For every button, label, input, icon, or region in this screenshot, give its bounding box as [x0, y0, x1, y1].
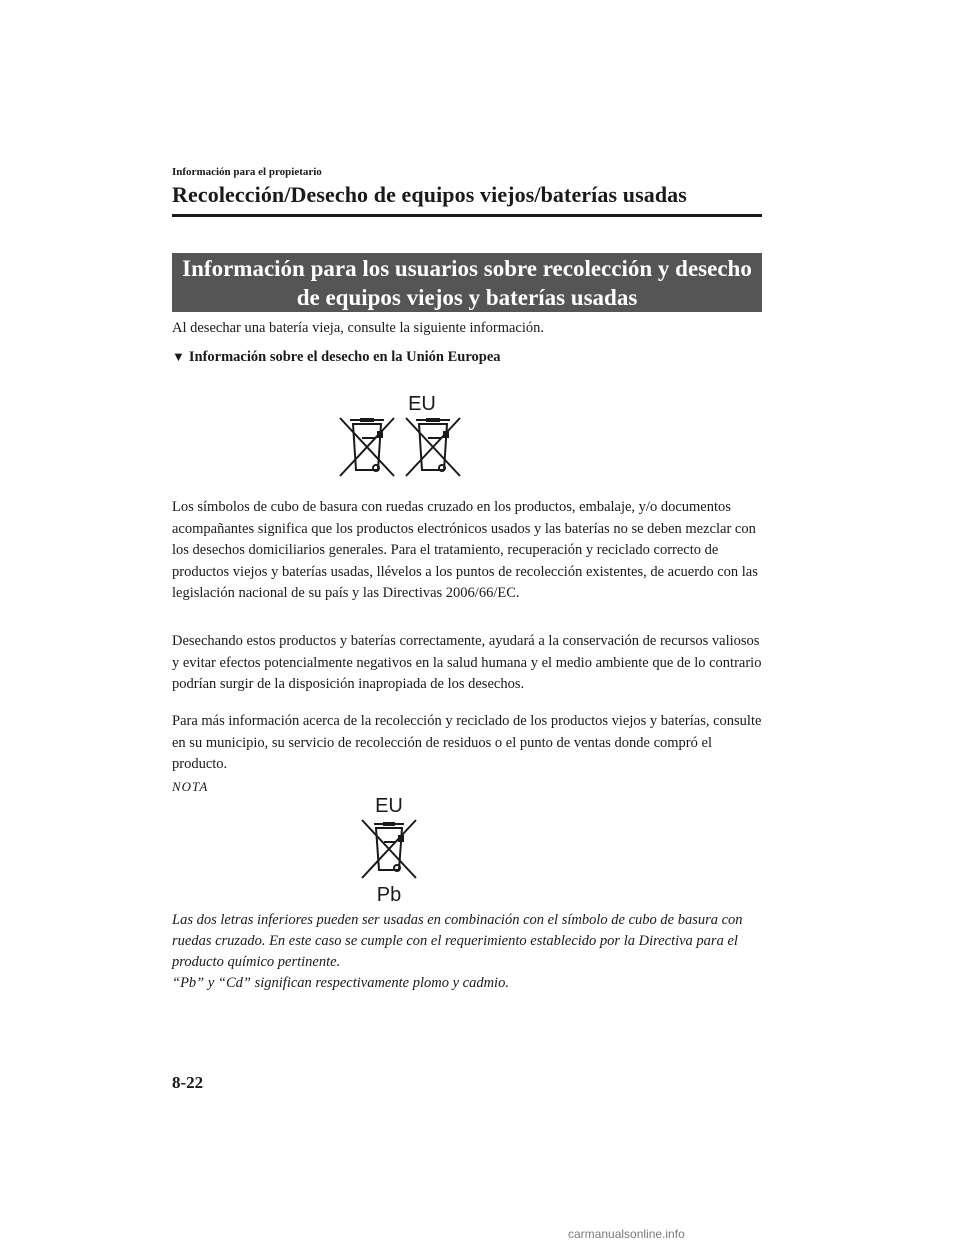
footer-watermark: carmanualsonline.info — [568, 1227, 685, 1241]
note-text — [172, 910, 766, 994]
crossed-out-wheelie-bin-icon — [362, 820, 416, 878]
paragraph-benefits: Desechando estos productos y baterías correctamente, ayudará a la conservación de recursos valiosos y evitar efectos potencialmente negativos en la salud humana y el medio ambiente que de lo contrario podrían surgir de la disposición inapropiada de los desechos. — [172, 633, 762, 692]
subheading-text: Información sobre el desecho en la Unión Europea — [188, 349, 501, 365]
section-title: Recolección/Desecho de equipos viejos/baterías usadas — [172, 182, 687, 207]
paragraph-symbols: Los símbolos de cubo de basura con ruedas cruzado en los productos, embalaje, y/o documentos acompañantes significa que los productos electrónicos usados y las baterías no se deben mezclar con los desechos domiciliarios generales. Para el tratamiento, recuperación y reciclado correcto de productos viejos y baterías usadas, llévelos a los puntos de recolección existentes, de acuerdo con las legislación nacional de su país y las Directivas 2006/66/EC. — [172, 499, 758, 601]
intro-text: Al desechar una batería vieja, consulte la siguiente información. — [172, 320, 545, 336]
note-text-line-2: “Pb” y “Cd” significan respectivamente plomo y cadmio. — [172, 975, 509, 991]
subheading — [172, 349, 501, 366]
crossed-out-wheelie-bin-icon — [406, 418, 460, 476]
eu-label: EU — [408, 393, 436, 415]
page-number: 8-22 — [172, 1073, 204, 1092]
crossed-out-wheelie-bin-icon — [340, 418, 394, 476]
banner-line-2: de equipos viejos y baterías usadas — [296, 284, 638, 310]
weee-pb-symbol-figure — [352, 794, 424, 906]
paragraph-more-info: Para más información acerca de la recolección y reciclado de los productos viejos y baterías, consulte en su municipio, su servicio de recolección de residuos o el punto de ventas donde compró el producto. — [172, 713, 762, 772]
topic-banner — [172, 253, 762, 312]
running-head: Información para el propietario — [172, 166, 322, 178]
banner-line-1: Información para los usuarios sobre recolección y desecho — [182, 255, 752, 281]
eu-label: EU — [375, 795, 403, 817]
pb-label: Pb — [376, 884, 402, 906]
triangle-marker-icon: ▼ — [172, 349, 185, 364]
weee-symbols-figure — [330, 388, 470, 484]
title-rule — [172, 214, 762, 217]
note-text-line-1: Las dos letras inferiores pueden ser usadas en combinación con el símbolo de cubo de basura con ruedas cruzado. En este caso se cumple con el requerimiento establecido por la Directiva para el producto químico pertinente. — [172, 912, 743, 970]
note-label: NOTA — [172, 779, 209, 794]
